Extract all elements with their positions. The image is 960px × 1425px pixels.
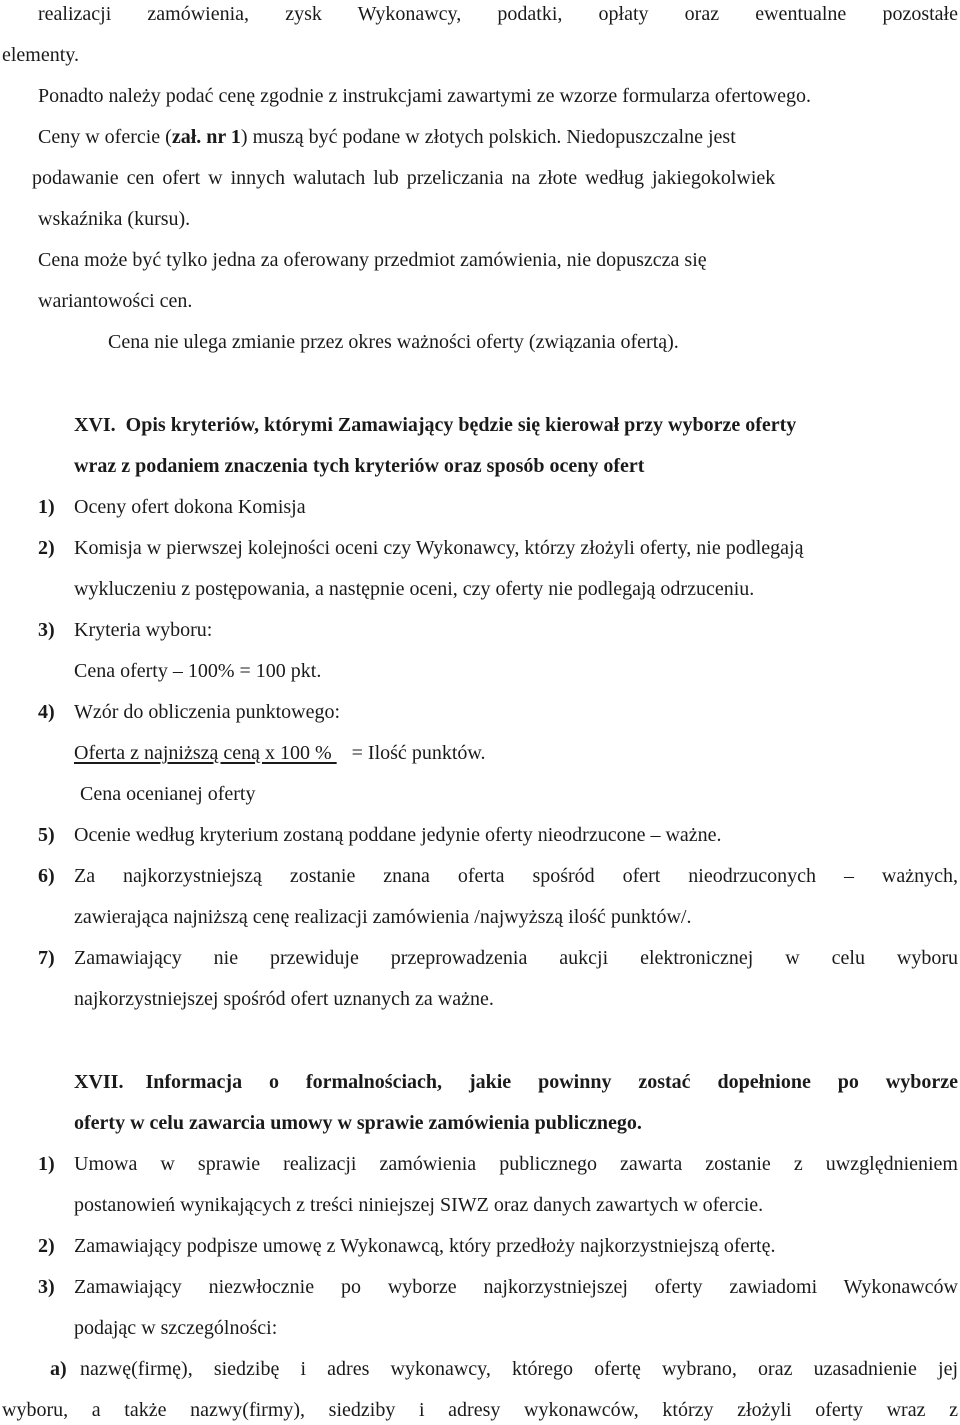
list-item: Oceny ofert dokona Komisja xyxy=(74,496,306,518)
formula-denominator: Cena ocenianej oferty xyxy=(80,783,256,805)
list-number: 3) xyxy=(38,619,55,641)
list-item-cont: postanowień wynikających z treści niniejszej SIWZ oraz danych zawartych w ofercie. xyxy=(74,1194,764,1216)
list-number: 2) xyxy=(38,537,55,559)
section-heading-cont: oferty w celu zawarcia umowy w sprawie zamówienia publicznego. xyxy=(74,1112,642,1134)
list-letter: a) xyxy=(50,1358,67,1380)
list-item: Komisja w pierwszej kolejności oceni czy Wykonawcy, którzy złożyli oferty, nie podlegają xyxy=(74,537,804,559)
list-number: 1) xyxy=(38,496,55,518)
list-number: 4) xyxy=(38,701,55,723)
formula-result: = Ilość punktów. xyxy=(351,742,486,764)
section-heading-cont: wraz z podaniem znaczenia tych kryteriów oraz sposób oceny ofert xyxy=(74,455,645,477)
list-number: 7) xyxy=(38,947,55,969)
text-line: realizacji zamówienia, zysk Wykonawcy, podatki, opłaty oraz ewentualne pozostałe xyxy=(38,3,958,25)
list-item: Zamawiający podpisze umowę z Wykonawcą, który przedłoży najkorzystniejszą ofertę. xyxy=(74,1235,776,1257)
text-line: wariantowości cen. xyxy=(38,290,193,312)
list-item: Kryteria wyboru: xyxy=(74,619,213,641)
list-item: nazwę(firmę), siedzibę i adres wykonawcy, którego ofertę wybrano, oraz uzasadnienie jej xyxy=(80,1358,958,1380)
text-line: Ceny w ofercie (zał. nr 1) muszą być podane w złotych polskich. Niedopuszczalne jest xyxy=(38,126,736,148)
list-item: Zamawiający nie przewiduje przeprowadzenia aukcji elektronicznej w celu wyboru xyxy=(74,947,958,969)
list-number: 5) xyxy=(38,824,55,846)
list-item: Umowa w sprawie realizacji zamówienia publicznego zawarta zostanie z uwzględnieniem xyxy=(74,1153,958,1175)
criteria-line: Cena oferty – 100% = 100 pkt. xyxy=(74,660,322,682)
list-item: Wzór do obliczenia punktowego: xyxy=(74,701,341,723)
text-line: elementy. xyxy=(2,44,80,66)
formula-numerator: Oferta z najniższą ceną x 100 % xyxy=(74,742,337,764)
list-number: 3) xyxy=(38,1276,55,1298)
section-heading: XVI. Opis kryteriów, którymi Zamawiający będzie się kierował przy wyborze oferty xyxy=(74,414,797,436)
list-item: Zamawiający niezwłocznie po wyborze najkorzystniejszej oferty zawiadomi Wykonawców xyxy=(74,1276,958,1298)
text-line: podawanie cen ofert w innych walutach lub przeliczania na złote według jakiegokolwiek xyxy=(32,167,776,189)
text-line: Cena może być tylko jedna za oferowany przedmiot zamówienia, nie dopuszcza się xyxy=(38,249,707,271)
text-line: Cena nie ulega zmianie przez okres ważności oferty (związania ofertą). xyxy=(108,331,679,353)
text-line: Ponadto należy podać cenę zgodnie z instrukcjami zawartymi ze wzorze formularza ofertowego. xyxy=(38,85,811,107)
section-heading: XVII. Informacja o formalnościach, jakie powinny zostać dopełnione po wyborze xyxy=(74,1071,958,1093)
list-item: Ocenie według kryterium zostaną poddane jedynie oferty nieodrzucone – ważne. xyxy=(74,824,722,846)
list-item-cont: wykluczeniu z postępowania, a następnie oceni, czy oferty nie podlegają odrzuceniu. xyxy=(74,578,755,600)
list-item-cont: wyboru, a także nazwy(firmy), siedziby i adresy wykonawców, którzy złożyli oferty wraz z xyxy=(2,1399,958,1421)
formula-line xyxy=(74,741,486,765)
list-number: 2) xyxy=(38,1235,55,1257)
list-item-cont: najkorzystniejszej spośród ofert uznanych za ważne. xyxy=(74,988,494,1010)
list-number: 6) xyxy=(38,865,55,887)
list-item-cont: zawierająca najniższą cenę realizacji zamówienia /najwyższą ilość punktów/. xyxy=(74,906,692,928)
list-item: Za najkorzystniejszą zostanie znana oferta spośród ofert nieodrzuconych – ważnych, xyxy=(74,865,958,887)
list-item-cont: podając w szczególności: xyxy=(74,1317,278,1339)
list-number: 1) xyxy=(38,1153,55,1175)
text-line: wskaźnika (kursu). xyxy=(38,208,191,230)
